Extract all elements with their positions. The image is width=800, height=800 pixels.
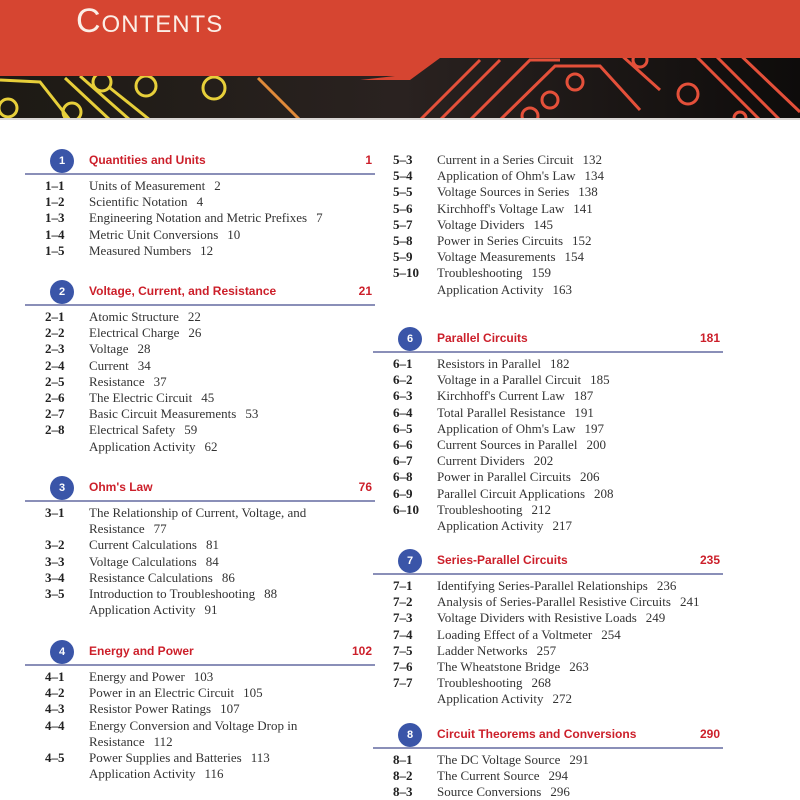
page-title: Contents [76, 2, 224, 40]
section-number: 8–2 [393, 768, 413, 784]
section-page: 86 [221, 569, 235, 585]
section-number: 5–4 [393, 168, 413, 184]
section-page: 268 [531, 675, 551, 691]
section-page: 263 [569, 659, 589, 675]
section-item[interactable] [45, 766, 345, 782]
chapter-page: 181 [699, 331, 720, 345]
section-title: Resistance Calculations [89, 569, 213, 585]
section-number: 7–5 [393, 642, 413, 658]
chapter-divider [373, 573, 723, 575]
chapter-title[interactable]: Quantities and Units [89, 153, 206, 167]
section-item[interactable] [45, 586, 345, 602]
chapter-number-badge: 7 [398, 549, 422, 573]
section-item[interactable] [45, 194, 375, 210]
section-title: Measured Numbers [89, 242, 192, 258]
section-item[interactable] [45, 406, 375, 422]
section-page: 34 [137, 357, 151, 373]
section-title: Voltage in a Parallel Circuit [437, 372, 582, 388]
section-page: 236 [656, 578, 677, 593]
section-page: 4 [196, 194, 204, 210]
section-title: Analysis of Series-Parallel Resistive Circuits [437, 594, 671, 610]
section-title: Units of Measurement [89, 178, 206, 193]
section-number: 2–2 [45, 325, 65, 341]
section-title: Current Sources in Parallel [437, 437, 578, 453]
section-number: 4–3 [45, 701, 65, 717]
section-number: 6–6 [393, 437, 413, 453]
section-title: The Wheatstone Bridge [437, 659, 561, 675]
section-page: 12 [200, 242, 214, 258]
section-title: Troubleshooting [437, 675, 523, 691]
section-page: 212 [531, 501, 551, 517]
section-title: Total Parallel Resistance [437, 404, 566, 420]
section-title: Application Activity [437, 691, 544, 707]
section-title: Resistors in Parallel [437, 356, 541, 371]
section-item[interactable] [393, 784, 723, 800]
section-item[interactable] [45, 178, 375, 194]
section-page: 208 [594, 485, 614, 501]
section-item[interactable] [45, 554, 345, 570]
section-page: 241 [679, 594, 700, 610]
section-item[interactable] [45, 325, 375, 341]
section-item[interactable] [393, 486, 723, 502]
section-title: Introduction to Troubleshooting [89, 586, 256, 602]
chapter-divider [373, 351, 723, 353]
section-page: 200 [586, 437, 606, 453]
chapter-8 [393, 723, 723, 800]
chapter-title[interactable]: Circuit Theorems and Conversions [437, 727, 637, 741]
section-item[interactable] [45, 701, 345, 717]
section-page: 159 [531, 265, 551, 281]
section-title: Voltage [89, 341, 129, 357]
section-title: Current Calculations [89, 537, 197, 553]
section-item[interactable] [393, 405, 723, 421]
chapter-3 [45, 476, 375, 618]
section-number: 1–1 [45, 178, 65, 193]
chapter-heading[interactable] [45, 640, 375, 664]
chapter-heading[interactable] [393, 327, 723, 351]
section-number: 5–6 [393, 200, 413, 216]
section-item[interactable] [393, 453, 723, 469]
chapter-5-continued [393, 152, 723, 298]
section-title: Loading Effect of a Voltmeter [437, 626, 593, 642]
section-number: 7–2 [393, 594, 413, 610]
section-title: Identifying Series-Parallel Relationships [437, 578, 648, 593]
chapter-divider [25, 500, 375, 502]
section-title: Troubleshooting [437, 501, 523, 517]
section-number: 4–4 [45, 717, 65, 733]
chapter-divider [25, 664, 375, 666]
chapter-title[interactable]: Voltage, Current, and Resistance [89, 284, 277, 298]
section-page: 77 [153, 521, 167, 537]
section-number: 7–3 [393, 610, 413, 626]
section-number: 6–5 [393, 420, 413, 436]
section-title: Resistor Power Ratings [89, 701, 212, 717]
section-number: 7–4 [393, 626, 413, 642]
section-item[interactable] [393, 659, 723, 675]
section-number: 6–8 [393, 469, 413, 485]
section-page: 22 [187, 309, 201, 324]
chapter-page: 1 [365, 153, 372, 167]
section-title: Power in an Electric Circuit [89, 685, 235, 701]
section-item[interactable] [393, 610, 723, 626]
section-page: 163 [552, 281, 573, 297]
section-item[interactable] [45, 243, 375, 259]
section-number: 2–8 [45, 422, 65, 438]
section-number: 5–5 [393, 184, 413, 200]
section-number: 8–1 [393, 752, 413, 767]
chapter-divider [25, 304, 375, 306]
section-number: 2–1 [45, 309, 65, 324]
section-page: 10 [227, 226, 241, 242]
section-title: Voltage Calculations [89, 553, 197, 569]
section-number: 6–7 [393, 453, 413, 469]
section-page: 138 [578, 184, 598, 200]
section-number: 2–5 [45, 373, 65, 389]
section-number: 6–4 [393, 404, 413, 420]
section-item[interactable] [393, 578, 723, 594]
section-page: 132 [582, 152, 602, 167]
section-page: 272 [552, 691, 573, 707]
section-item[interactable] [393, 627, 723, 643]
section-item[interactable] [45, 669, 345, 685]
section-number: 5–3 [393, 152, 413, 167]
section-title: Metric Unit Conversions [89, 226, 219, 242]
section-title: Voltage Sources in Series [437, 184, 570, 200]
section-title: Power in Parallel Circuits [437, 469, 571, 485]
section-title: Troubleshooting [437, 265, 523, 281]
section-title: Basic Circuit Measurements [89, 406, 237, 422]
section-page: 294 [548, 768, 569, 784]
section-page: 91 [204, 602, 218, 618]
section-page: 202 [533, 453, 554, 469]
section-item[interactable] [45, 227, 375, 243]
section-page: 103 [193, 669, 214, 684]
section-item[interactable] [45, 422, 375, 438]
section-item[interactable] [45, 718, 345, 750]
section-page: 206 [579, 469, 600, 485]
chapter-number-badge: 2 [50, 280, 74, 304]
section-number: 8–3 [393, 784, 413, 800]
chapter-2 [45, 280, 375, 455]
section-title: Energy and Power [89, 669, 185, 684]
section-page: 53 [245, 406, 259, 422]
section-list [45, 178, 375, 259]
section-item[interactable] [393, 518, 723, 534]
chapter-page: 290 [699, 727, 720, 741]
section-number: 6–2 [393, 372, 413, 388]
section-page: 84 [205, 553, 219, 569]
section-page: 296 [550, 784, 570, 800]
chapter-6 [393, 327, 723, 534]
section-item[interactable] [393, 643, 723, 659]
section-number: 5–8 [393, 233, 413, 249]
section-page: 45 [201, 390, 215, 406]
section-page: 26 [188, 325, 202, 341]
section-item[interactable] [393, 469, 723, 485]
section-item[interactable] [393, 752, 723, 768]
chapter-title[interactable]: Series-Parallel Circuits [437, 553, 568, 567]
section-item[interactable] [393, 356, 723, 372]
chapter-title[interactable]: Energy and Power [89, 644, 194, 658]
section-item[interactable] [45, 602, 345, 618]
chapter-divider [373, 747, 723, 749]
section-item[interactable] [393, 233, 723, 249]
section-number: 4–5 [45, 750, 65, 766]
section-title: Electrical Charge [89, 325, 180, 341]
section-page: 154 [564, 249, 585, 265]
section-item[interactable] [45, 439, 375, 455]
section-page: 254 [601, 626, 621, 642]
section-page: 62 [204, 438, 218, 454]
section-item[interactable] [393, 768, 723, 784]
section-title: The Current Source [437, 768, 540, 784]
section-title: The DC Voltage Source [437, 752, 561, 767]
section-number: 7–6 [393, 659, 413, 675]
section-page: 28 [137, 341, 151, 357]
section-page: 59 [184, 422, 198, 438]
section-page: 134 [584, 168, 604, 184]
section-number: 1–5 [45, 242, 65, 258]
section-number: 2–7 [45, 406, 65, 422]
section-number: 5–9 [393, 249, 413, 265]
section-page: 141 [573, 200, 593, 216]
header-banner [0, 0, 800, 120]
section-item[interactable] [393, 594, 723, 610]
section-title: Kirchhoff's Voltage Law [437, 200, 565, 216]
section-page: 249 [645, 610, 666, 626]
section-item[interactable] [393, 249, 723, 265]
section-page: 291 [569, 752, 589, 767]
section-number: 5–7 [393, 216, 413, 232]
section-number: 4–1 [45, 669, 65, 684]
section-title: Current in a Series Circuit [437, 152, 574, 167]
chapter-number-badge: 8 [398, 723, 422, 747]
section-list [393, 152, 723, 298]
section-number: 6–1 [393, 356, 413, 371]
section-item[interactable] [45, 750, 345, 766]
section-title: Electrical Safety [89, 422, 176, 438]
chapter-4 [45, 640, 375, 782]
chapter-1 [45, 149, 375, 259]
section-title: The Electric Circuit [89, 390, 193, 406]
section-page: 81 [205, 537, 219, 553]
section-item[interactable] [45, 390, 375, 406]
section-title: Source Conversions [437, 784, 542, 800]
section-title: Application Activity [437, 281, 544, 297]
section-list [393, 356, 723, 534]
section-page: 112 [153, 733, 173, 749]
section-item[interactable] [45, 374, 375, 390]
section-title: Voltage Dividers with Resistive Loads [437, 610, 637, 626]
section-page: 145 [533, 216, 553, 232]
section-item[interactable] [393, 184, 723, 200]
section-page: 182 [550, 356, 570, 371]
section-number: 6–9 [393, 485, 413, 501]
section-title: Voltage Dividers [437, 216, 525, 232]
chapter-page: 21 [358, 284, 372, 298]
section-title: Power in Series Circuits [437, 233, 564, 249]
section-page: 197 [584, 420, 604, 436]
section-item[interactable] [393, 372, 723, 388]
section-title: Kirchhoff's Current Law [437, 388, 565, 404]
chapter-heading[interactable] [45, 476, 375, 500]
section-list [393, 578, 723, 708]
chapter-heading[interactable] [393, 723, 723, 747]
section-item[interactable] [393, 201, 723, 217]
section-item[interactable] [393, 152, 723, 168]
section-item[interactable] [393, 421, 723, 437]
section-number: 4–2 [45, 685, 65, 701]
section-list [393, 752, 723, 800]
section-item[interactable] [393, 691, 723, 707]
section-item[interactable] [45, 537, 345, 553]
section-item[interactable] [45, 358, 375, 374]
section-title: Power Supplies and Batteries [89, 750, 242, 766]
section-item[interactable] [393, 388, 723, 404]
section-title: Application of Ohm's Law [437, 168, 576, 184]
section-title: Current [89, 357, 129, 373]
section-item[interactable] [45, 341, 375, 357]
section-item[interactable] [45, 570, 345, 586]
section-title: Application Activity [437, 518, 544, 534]
section-page: 2 [214, 178, 221, 193]
section-title: Ladder Networks [437, 642, 528, 658]
section-page: 185 [590, 372, 610, 388]
chapter-7 [393, 549, 723, 708]
section-title: Resistance [89, 373, 145, 389]
section-page: 113 [250, 750, 270, 766]
section-number: 5–10 [393, 265, 419, 281]
section-number: 3–3 [45, 553, 65, 569]
chapter-page: 76 [358, 480, 372, 494]
section-item[interactable] [393, 437, 723, 453]
section-item[interactable] [393, 502, 723, 518]
section-page: 217 [552, 518, 573, 534]
section-number: 3–5 [45, 586, 65, 602]
chapter-title[interactable]: Parallel Circuits [437, 331, 528, 345]
section-page: 105 [243, 685, 263, 701]
section-title: Voltage Measurements [437, 249, 556, 265]
section-page: 257 [536, 642, 557, 658]
chapter-page: 102 [351, 644, 372, 658]
section-item[interactable] [393, 282, 723, 298]
section-number: 2–4 [45, 357, 65, 373]
section-number: 3–4 [45, 569, 65, 585]
section-number: 1–2 [45, 194, 65, 210]
section-number: 7–7 [393, 675, 413, 691]
section-title: Parallel Circuit Applications [437, 485, 586, 501]
section-number: 1–3 [45, 210, 65, 226]
chapter-heading[interactable] [45, 280, 375, 304]
section-page: 37 [153, 373, 167, 389]
section-number: 7–1 [393, 578, 413, 593]
section-page: 187 [573, 388, 594, 404]
section-number: 6–10 [393, 501, 419, 517]
section-item[interactable] [393, 217, 723, 233]
section-number: 2–6 [45, 390, 65, 406]
section-number: 6–3 [393, 388, 413, 404]
section-title: Scientific Notation [89, 194, 188, 210]
section-title: Current Dividers [437, 453, 525, 469]
section-number: 1–4 [45, 226, 65, 242]
section-list [45, 669, 345, 782]
section-item[interactable] [393, 168, 723, 184]
section-page: 107 [220, 701, 240, 717]
chapter-page: 235 [699, 553, 720, 567]
section-number: 3–1 [45, 505, 65, 520]
section-title: Engineering Notation and Metric Prefixes [89, 210, 308, 226]
chapter-number-badge: 4 [50, 640, 74, 664]
section-item[interactable] [45, 685, 345, 701]
section-title: Atomic Structure [89, 309, 179, 324]
banner-bottom-edge [0, 118, 800, 120]
section-page: 116 [204, 766, 224, 782]
section-list [45, 505, 345, 618]
section-item[interactable] [393, 265, 723, 281]
chapter-number-badge: 6 [398, 327, 422, 351]
section-item[interactable] [45, 505, 345, 537]
section-title: Energy Conversion and Voltage Drop in Resistance [89, 717, 298, 749]
section-item[interactable] [393, 675, 723, 691]
section-page: 7 [316, 210, 323, 226]
chapter-heading[interactable] [45, 149, 375, 173]
section-number: 2–3 [45, 341, 65, 357]
section-page: 191 [574, 404, 594, 420]
chapter-heading[interactable] [393, 549, 723, 573]
section-item[interactable] [45, 210, 375, 226]
chapter-title[interactable]: Ohm's Law [89, 480, 153, 494]
chapter-number-badge: 1 [50, 149, 74, 173]
section-title: Application Activity [89, 766, 196, 782]
section-title: Application Activity [89, 438, 196, 454]
chapter-number-badge: 3 [50, 476, 74, 500]
section-page: 88 [264, 586, 278, 602]
section-number: 3–2 [45, 537, 65, 553]
section-title: The Relationship of Current, Voltage, and Resistance [89, 505, 307, 537]
chapter-divider [25, 173, 375, 175]
section-page: 152 [572, 233, 592, 249]
section-list [45, 309, 375, 455]
section-title: Application Activity [89, 602, 196, 618]
section-title: Application of Ohm's Law [437, 420, 576, 436]
section-item[interactable] [45, 309, 375, 325]
